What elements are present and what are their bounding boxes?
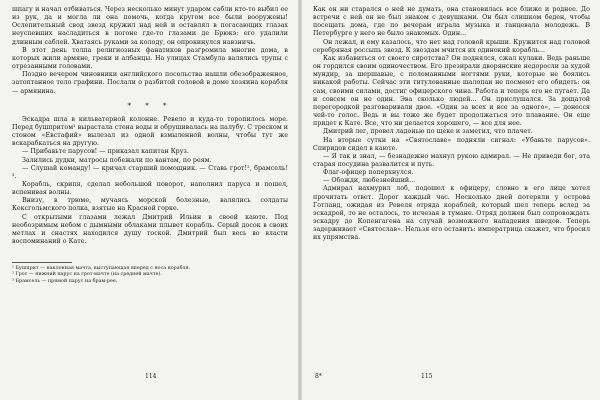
paragraph: Дмитрий лег, провел ладонью по щеке и заметил, что плачет. <box>323 128 533 136</box>
paragraph: Эскадра шла в кильватерной колонне. Ревело и куда-то торопилось море. Перед бушпритом¹ вырастала стена воды и обрушивалась на палубу. С треском и стоном «Евстафий» вылезал из одной взмыленной волны, чтобы тут же вскарабкаться на другую. <box>12 115 288 148</box>
paragraph: Как он ни старался о ней не думать, она становилась все ближе и роднее. До встречи с ней он не был знаком с девушками. Он был слишком беден, чтобы посещать дома, где по вечерам играла музыка и танцевала молодежь. В Петербурге у него не было знакомых. Один... <box>313 6 590 38</box>
paragraph: — Слушай команду! — кричал старший помощник. — Ставь грот!², брамсель!³. <box>12 164 288 180</box>
right-page <box>300 0 600 400</box>
paragraph: шпагу и начал отбиваться. Через несколько минут ударом сабли кто-то выбил ее из рук, да и могла ли она помочь, когда кругом все были вооружены! Ослепительный свод звезд кружил над ней и оставлял в погасающих глазах неуспевших насладиться в погоне где-то глазами де Брюкэ: его удалили длинным саблей. Хватаясь руками за колоду, он опрокинулся навзничь. <box>12 6 288 46</box>
paragraph: Залились дудки, матросы побежали по вантам, по реям. <box>22 156 212 164</box>
paragraph: Внизу, в трюме, мучаясь морской болезнью, валялись солдаты Кексгольмского полка, взятые на Красной горке. <box>12 197 288 213</box>
paragraph: Как избавиться от своего сиротства? Он поднялся, сжал кулаки. Ведь раньше он гордился своим одиночеством. Его презирали дворянские недоросли за худой мундир, за шершавые, с поломанными ногтями руки, которые не боялись никакой работы. Сейчас эти титулованные шалопаи не посмеют его обидеть: он сам, своими силами, достиг офицерского чина. Работа и теперь его не пугает. Да и совсем он не один. Эва сколько людей... Он прислушался. За дощатой перегородкой разговаривали двое. «Один за всех и все за одного», — донесся чей-то голос. Ведь и вы тоже же будет продолжаться это плавание. Он еще придет к Кате. Все, что ни делается хорошего, — все для нее. <box>313 54 590 128</box>
footnote: ² Грот — нижний парус на грот-мачте (на средней мачте). <box>12 272 162 278</box>
page-number: 114 <box>145 373 157 380</box>
paragraph: Флаг-офицер поперхнулся. <box>323 169 414 177</box>
paragraph: В этот день толпа религиозных фанатиков разгромила многие дома, в которых жили армяне, греки и албанцы. На улицах Стамбула валялись трупы с отрезанными головами. <box>12 46 288 71</box>
paragraph: — Прибавьте парусов! — приказал капитан Круз. <box>22 148 189 156</box>
paragraph: Поздно вечером чиновники английского посольства нашли обезображенное, затоптанное тело графини. Послали о разбитой головой в доме хозяина корабля — армянина. <box>12 71 288 95</box>
footnote-rule <box>12 262 72 263</box>
section-separator: * * * <box>127 101 173 110</box>
paragraph: — Я так и знал, — безнадежно махнул рукою адмирал. — Не приведи бог, эта старая посудина развалится и путь. <box>313 152 590 168</box>
footnote: ¹ Бушприт — наклонная мачта, выступающая вперед с носа корабля. <box>12 266 191 272</box>
paragraph: С открытыми глазами лежал Дмитрий Ильин в своей каюте. Под необозримым небом с дымными облаками плывет корабль. Серый досок в своих метлах и снастях находился душу тоской. Дмитрий был весь во власти воспоминаний о Кате. <box>12 213 288 246</box>
footnote: ³ Брамсель — прямой парус на брам-рее. <box>12 278 118 284</box>
paragraph: — Обожди, любезнейший... <box>323 177 416 185</box>
paragraph: Корабль, скрипя, сделал небольшой поворот, наполнил паруса и пошел, вспенивая волны. <box>12 180 288 197</box>
page-number: 115 <box>421 373 433 380</box>
paragraph: Он лежал, и ему казалось, что нет над головой крыши. Кружится над головой серебряная россыпь звезд. К звездам мчится их одинокий корабль... <box>313 38 590 54</box>
paragraph: Адмирал нахмурил лоб, подошел к офицеру, словно в его лице хотел прочитать ответ. Дорог каждый час. Несколько дней потеряли у острова Готланд, ожидая из Ревеля отряда кораблей, который шел теперь вслед за эскадрой, то не осталось, то исчезая в тумане. Отряд должен был сопровождать эскадру до Копенгагена на случай возможного нападения шведов. Теперь задерживает «Святослав». Нельзя его оставить: императрица скажет, что бросил их упрямства. <box>313 185 590 242</box>
signature-mark: 8* <box>315 373 322 380</box>
paragraph: На вторые сутки на «Святославе» подняли сигнал: «Убавьте парусов». Спиридов сидел в каюте. <box>313 136 590 152</box>
